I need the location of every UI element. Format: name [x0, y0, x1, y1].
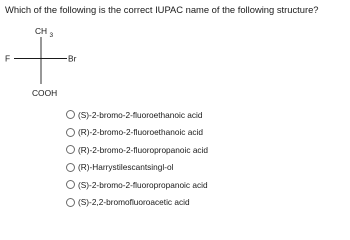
option-label: (S)-2-bromo-2-fluoropropanoic acid — [78, 179, 208, 190]
question-text: Which of the following is the correct IUPAC name of the following structure? — [5, 4, 319, 15]
option-label: (S)-2,2-bromofluoroacetic acid — [78, 197, 190, 208]
radio-button[interactable] — [66, 145, 75, 154]
bottom-group-label: COOH — [32, 88, 58, 98]
top-group-label: CH 3 — [35, 26, 54, 39]
fischer-projection — [0, 0, 350, 110]
radio-button[interactable] — [66, 128, 75, 137]
answer-options — [66, 106, 208, 211]
option-3[interactable] — [66, 141, 208, 159]
radio-button[interactable] — [66, 198, 75, 207]
left-group-label: F — [5, 53, 11, 64]
option-label: (R)-2-bromo-2-fluoropropanoic acid — [78, 144, 209, 155]
option-5[interactable] — [66, 176, 208, 194]
option-label: (R)-Harrystilescantsingl-ol — [78, 162, 174, 173]
option-1[interactable] — [66, 106, 208, 124]
option-label: (S)-2-bromo-2-fluoroethanoic acid — [78, 109, 203, 120]
option-2[interactable] — [66, 124, 208, 142]
option-4[interactable] — [66, 159, 208, 177]
radio-button[interactable] — [66, 110, 75, 119]
radio-button[interactable] — [66, 163, 75, 172]
option-label: (R)-2-bromo-2-fluoroethanoic acid — [78, 127, 203, 138]
option-6[interactable] — [66, 194, 208, 212]
radio-button[interactable] — [66, 180, 75, 189]
right-group-label: Br — [68, 53, 77, 64]
